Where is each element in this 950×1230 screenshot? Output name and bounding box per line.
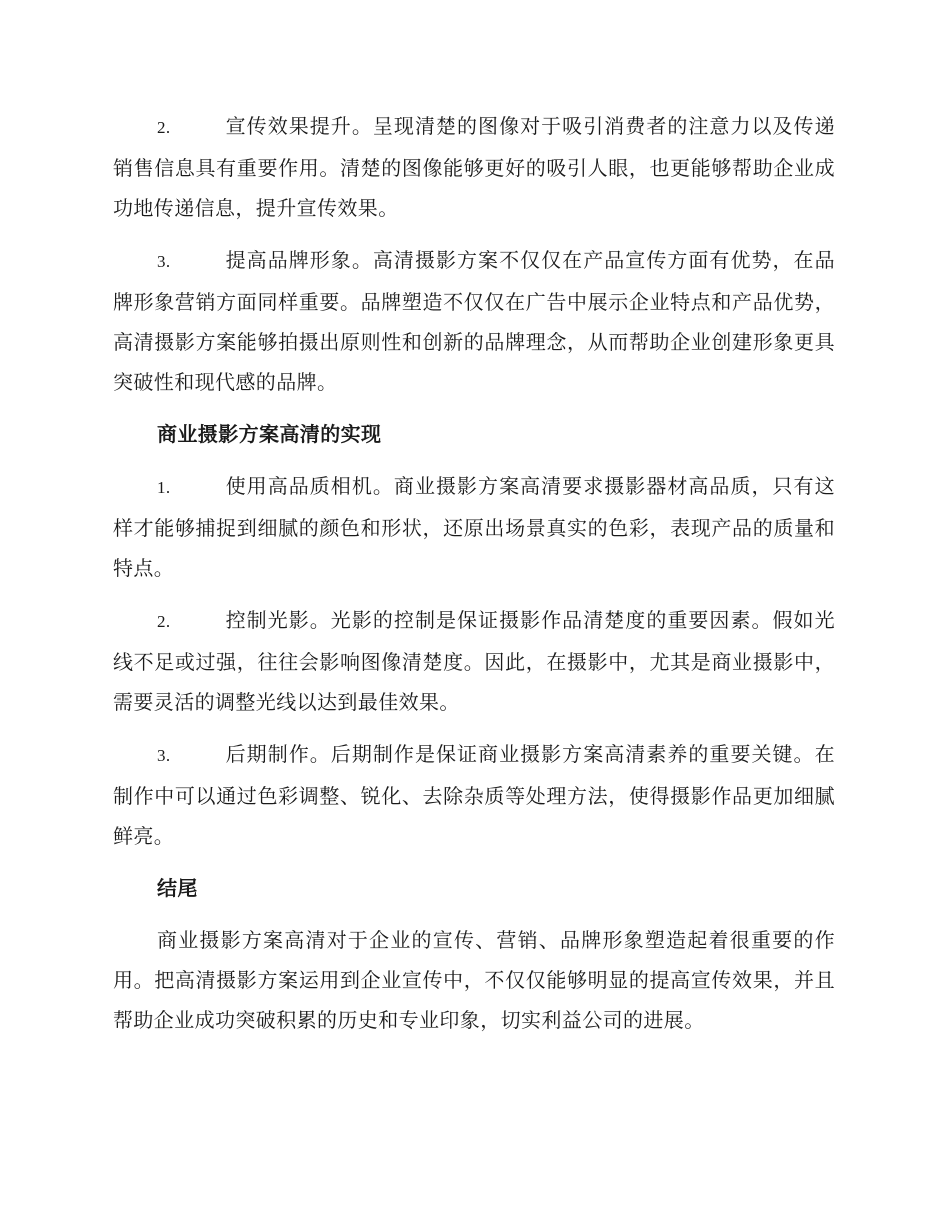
- list-item-text: 宣传效果提升。呈现清楚的图像对于吸引消费者的注意力以及传递销售信息具有重要作用。清楚的图像能够更好的吸引人眼，也更能够帮助企业成功地传递信息，提升宣传效果。: [113, 114, 835, 220]
- list-item-text: 控制光影。光影的控制是保证摄影作品清楚度的重要因素。假如光线不足或过强，往往会影响图像清楚度。因此，在摄影中，尤其是商业摄影中，需要灵活的调整光线以达到最佳效果。: [113, 608, 835, 714]
- conclusion-paragraph: 商业摄影方案高清对于企业的宣传、营销、品牌形象塑造起着很重要的作用。把高清摄影方案运用到企业宣传中，不仅仅能够明显的提高宣传效果，并且帮助企业成功突破积累的历史和专业印象，切实利益公司的进展。: [113, 928, 835, 1032]
- implementation-item-3: [113, 734, 835, 856]
- benefit-item-2: [113, 106, 835, 228]
- implementation-item-1: [113, 466, 835, 588]
- benefit-item-3: [113, 240, 835, 402]
- section-heading-conclusion: 结尾: [157, 876, 198, 900]
- list-number: 2.: [157, 612, 171, 631]
- list-number: 3.: [157, 746, 171, 765]
- implementation-item-2: [113, 600, 835, 722]
- list-number: 3.: [157, 252, 171, 271]
- section-heading-implementation: 商业摄影方案高清的实现: [157, 422, 382, 446]
- list-item-text: 后期制作。后期制作是保证商业摄影方案高清素养的重要关键。在制作中可以通过色彩调整、锐化、去除杂质等处理方法，使得摄影作品更加细腻鲜亮。: [113, 742, 835, 848]
- list-number: 2.: [157, 118, 171, 137]
- list-item-text: 提高品牌形象。高清摄影方案不仅仅在产品宣传方面有优势，在品牌形象营销方面同样重要。品牌塑造不仅仅在广告中展示企业特点和产品优势，高清摄影方案能够拍摄出原则性和创新的品牌理念，从而帮助企业创建形象更具突破性和现代感的品牌。: [113, 248, 835, 394]
- document-body: [113, 106, 835, 1052]
- list-number: 1.: [157, 478, 171, 497]
- list-item-text: 使用高品质相机。商业摄影方案高清要求摄影器材高品质，只有这样才能够捕捉到细腻的颜色和形状，还原出场景真实的色彩，表现产品的质量和特点。: [113, 474, 835, 580]
